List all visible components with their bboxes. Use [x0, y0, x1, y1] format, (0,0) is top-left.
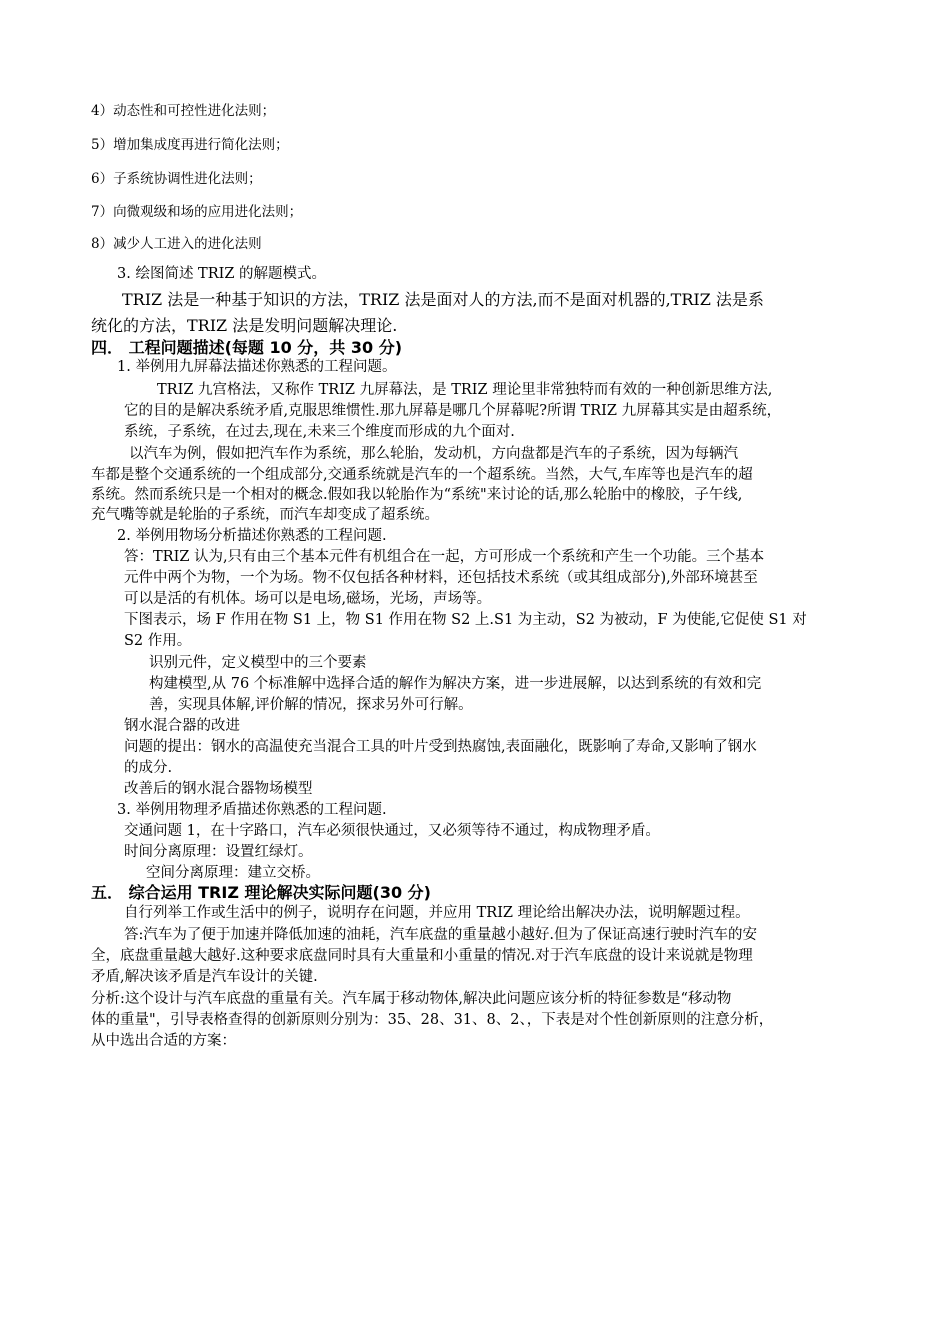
- paragraph-line: 空间分离原理：建立交桥。: [146, 865, 320, 881]
- paragraph-line: 车都是整个交通系统的一个组成部分,交通系统就是汽车的一个超系统。当然，大气,车库等也是汽车的超: [91, 467, 753, 483]
- law-item: 7）向微观级和场的应用进化法则；: [91, 204, 303, 220]
- paragraph-line: 下图表示，场 F 作用在物 S1 上，物 S1 作用在物 S2 上.S1 为主动，S2 为被动，F 为使能,它促使 S1 对: [124, 612, 807, 628]
- paragraph-line: 可以是活的有机体。场可以是电场,磁场，光场，声场等。: [124, 591, 492, 607]
- paragraph-line: 答:汽车为了便于加速并降低加速的油耗，汽车底盘的重量越小越好.但为了保证高速行驶时汽车的安: [124, 927, 757, 943]
- paragraph-line: 改善后的钢水混合器物场模型: [124, 781, 313, 797]
- step-line: 识别元件，定义模型中的三个要素: [149, 655, 367, 671]
- paragraph-line: 交通问题 1，在十字路口，汽车必须很快通过，又必须等待不通过，构成物理矛盾。: [124, 823, 660, 839]
- section-heading: 五． 综合运用 TRIZ 理论解决实际问题(30 分): [91, 883, 431, 902]
- paragraph-line: 的成分.: [124, 760, 173, 776]
- law-item: 4）动态性和可控性进化法则；: [91, 103, 276, 119]
- paragraph-line: TRIZ 九宫格法，又称作 TRIZ 九屏幕法，是 TRIZ 理论里非常独特而有效的一种创新思维方法,: [157, 382, 773, 398]
- paragraph-line: 以汽车为例，假如把汽车作为系统，那么轮胎，发动机，方向盘都是汽车的子系统，因为每辆汽: [129, 446, 738, 462]
- paragraph-line: 分析:这个设计与汽车底盘的重量有关。汽车属于移动物体,解决此问题应该分析的特征参数是“移动物: [91, 991, 732, 1007]
- question-title: 3. 绘图简述 TRIZ 的解题模式。: [117, 266, 327, 282]
- question-title: 3. 举例用物理矛盾描述你熟悉的工程问题.: [117, 802, 387, 818]
- answer-line: TRIZ 法是一种基于知识的方法，TRIZ 法是面对人的方法,而不是面对机器的,TRIZ 法是系: [122, 290, 764, 309]
- paragraph-line: 它的目的是解决系统矛盾,克服思维惯性.那九屏幕是哪几个屏幕呢?所谓 TRIZ 九屏幕其实是由超系统，: [124, 403, 782, 419]
- step-line: 善，实现具体解,评价解的情况，探求另外可行解。: [149, 697, 473, 713]
- paragraph-line: 从中选出合适的方案：: [91, 1033, 236, 1049]
- law-item: 6）子系统协调性进化法则；: [91, 171, 262, 187]
- step-line: 构建模型,从 76 个标准解中选择合适的解作为解决方案，进一步进展解，以达到系统的有效和完: [149, 676, 762, 692]
- law-item: 5）增加集成度再进行简化法则；: [91, 137, 289, 153]
- law-item: 8）减少人工进入的进化法则: [91, 236, 262, 252]
- paragraph-line: 系统，子系统，在过去,现在,未来三个维度而形成的九个面对.: [124, 424, 515, 440]
- paragraph-line: 自行列举工作或生活中的例子，说明存在问题，并应用 TRIZ 理论给出解决办法，说明解题过程。: [124, 905, 750, 921]
- paragraph-line: 体的重量"，引导表格查得的创新原则分别为：35、28、31、8、2、，下表是对个性创新原则的注意分析，: [91, 1012, 774, 1028]
- paragraph-line: 答：TRIZ 认为,只有由三个基本元件有机组合在一起，方可形成一个系统和产生一个功能。三个基本: [124, 549, 765, 565]
- paragraph-line: 矛盾,解决该矛盾是汽车设计的关键.: [91, 969, 318, 985]
- paragraph-line: 充气嘴等就是轮胎的子系统，而汽车却变成了超系统。: [91, 507, 439, 523]
- question-title: 2. 举例用物场分析描述你熟悉的工程问题.: [117, 528, 387, 544]
- paragraph-line: 时间分离原理：设置红绿灯。: [124, 844, 313, 860]
- paragraph-line: 全，底盘重量越大越好.这种要求底盘同时具有大重量和小重量的情况.对于汽车底盘的设计来说就是物理: [91, 948, 753, 964]
- question-title: 1. 举例用九屏幕法描述你熟悉的工程问题。: [117, 359, 397, 375]
- paragraph-line: 系统。然而系统只是一个相对的概念.假如我以轮胎作为“系统"来讨论的话,那么轮胎中的橡胶，子午线,: [91, 487, 743, 503]
- paragraph-line: 问题的提出：钢水的高温使充当混合工具的叶片受到热腐蚀,表面融化，既影响了寿命,又影响了钢水: [124, 739, 757, 755]
- section-heading: 四． 工程问题描述(每题 10 分，共 30 分): [91, 338, 403, 357]
- example-title: 钢水混合器的改进: [124, 718, 240, 734]
- paragraph-line: 元件中两个为物，一个为场。物不仅包括各种材料，还包括技术系统（或其组成部分),外部环境甚至: [124, 570, 758, 586]
- answer-line: 统化的方法，TRIZ 法是发明问题解决理论.: [91, 316, 398, 335]
- paragraph-line: S2 作用。: [124, 633, 192, 649]
